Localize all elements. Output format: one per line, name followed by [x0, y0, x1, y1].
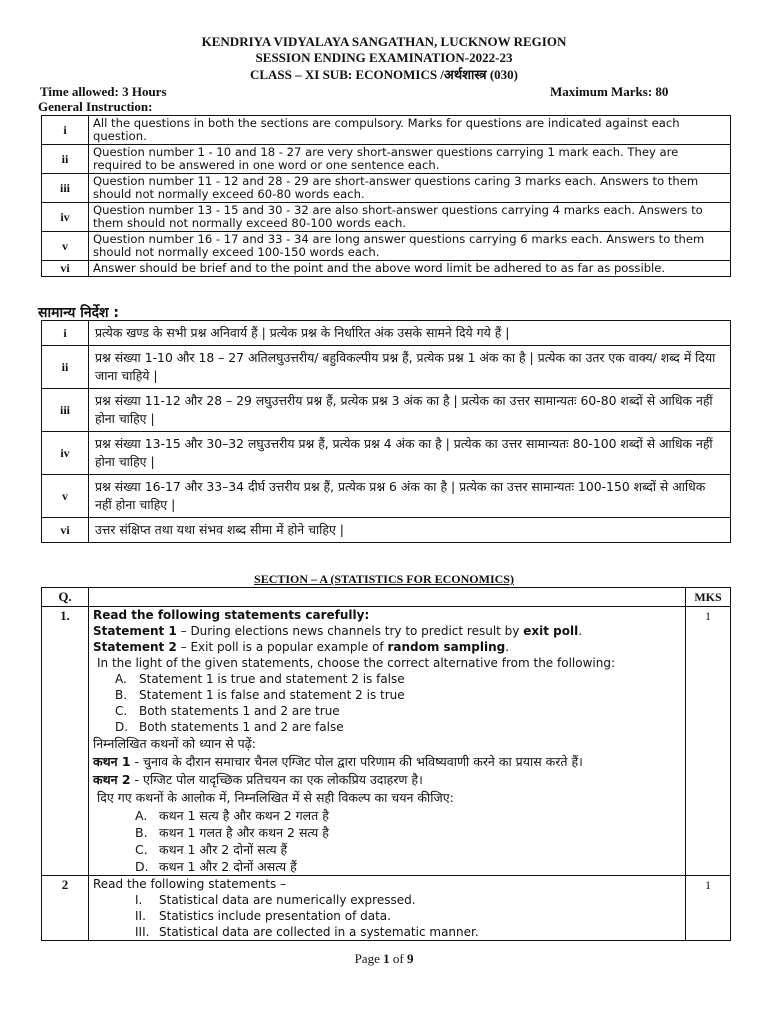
- statement-2: [93, 639, 681, 655]
- question-marks: 1: [686, 876, 731, 941]
- instruction-number: v: [42, 475, 89, 518]
- option: [93, 703, 681, 719]
- instruction-number: iii: [42, 174, 89, 203]
- section-title: SECTION – A (STATISTICS FOR ECONOMICS): [254, 572, 514, 586]
- page-footer: [0, 951, 768, 967]
- statement-list: [93, 892, 681, 940]
- question-row-1: [42, 607, 731, 876]
- instructions-english-table: [41, 115, 731, 277]
- statement-1-bold: exit poll: [523, 624, 579, 638]
- of-word: of: [389, 951, 407, 966]
- question-body: [89, 607, 686, 876]
- hindi-statement-1-label: कथन 1: [93, 754, 131, 769]
- hindi-option-text: कथन 1 और 2 दोनों सत्य हैं: [159, 842, 288, 857]
- page-total: 9: [406, 951, 414, 966]
- statement-item: [93, 892, 681, 908]
- instruction-text: प्रश्न संख्या 1-10 और 18 – 27 अतिलघुउत्तरीय/ बहुविकल्पीय प्रश्न हैं, प्रत्येक प्रश्न 1 अंक का है | प्रत्येक का उतर एक वाक्य/ शब्द में दिया जाना चाहिये |: [89, 346, 731, 389]
- questions-header-row: [42, 588, 731, 607]
- question-marks: 1: [686, 607, 731, 876]
- hindi-option-label: D.: [135, 859, 149, 874]
- instruction-row-english: [42, 145, 731, 174]
- hindi-option-text: कथन 1 गलत है और कथन 2 सत्य है: [159, 825, 329, 840]
- hindi-option-text: कथन 1 सत्य है और कथन 2 गलत है: [159, 808, 329, 823]
- instruction-number: vi: [42, 261, 89, 277]
- statement-2-bold: random sampling: [387, 640, 506, 654]
- statement-item-text: Statistical data are numerically expressed.: [159, 893, 416, 907]
- marks-header: MKS: [686, 588, 731, 607]
- hindi-option-text: कथन 1 और 2 दोनों असत्य हैं: [159, 859, 297, 874]
- instruction-text: प्रश्न संख्या 13-15 और 30–32 लघुउत्तरीय प्रश्न हैं, प्रत्येक प्रश्न 4 अंक का है | प्रत्येक का उत्तर सामान्यतः 80-100 शब्दों से आधिक नहीं होना चाहिए |: [89, 432, 731, 475]
- instructions-hindi-heading: सामान्य निर्देश :: [38, 305, 120, 321]
- instructions-hindi-table: [41, 320, 731, 543]
- instruction-row-english: [42, 116, 731, 145]
- options-english: [93, 671, 681, 735]
- instruction-row-hindi: [42, 346, 731, 389]
- instruction-row-english: [42, 232, 731, 261]
- question-prompt: In the light of the given statements, choose the correct alternative from the following:: [97, 656, 615, 670]
- hindi-statement-1: [93, 753, 681, 771]
- statement-2-text: – Exit poll is a popular example of: [176, 640, 388, 654]
- hindi-option: [93, 824, 681, 841]
- hindi-option-label: A.: [135, 808, 148, 823]
- hindi-option: [93, 807, 681, 824]
- hindi-statement-2-label: कथन 2: [93, 772, 131, 787]
- statement-1-label: Statement 1: [93, 624, 177, 638]
- instruction-row-hindi: [42, 475, 731, 518]
- page-number: 1: [383, 951, 390, 966]
- instruction-text: प्रत्येक खण्ड के सभी प्रश्न अनिवार्य हैं | प्रत्येक प्रश्न के निर्धारित अंक उसके सामने दिये गये हैं |: [89, 321, 731, 346]
- instruction-text: All the questions in both the sections are compulsory. Marks for questions are indicated against each question.: [89, 116, 731, 145]
- instruction-number: iv: [42, 432, 89, 475]
- instruction-row-english: [42, 261, 731, 277]
- question-intro: Read the following statements –: [93, 877, 287, 891]
- statement-item-text: Statistical data are collected in a systematic manner.: [159, 925, 479, 939]
- instruction-number: i: [42, 321, 89, 346]
- statement-2-end: .: [505, 640, 510, 654]
- maximum-marks: Maximum Marks: 80: [550, 84, 669, 99]
- question-number: 2: [42, 876, 89, 941]
- class-subject: CLASS – XI SUB: ECONOMICS /अर्थशास्त्र (030): [249, 67, 519, 82]
- question-number: 1.: [42, 607, 89, 876]
- instruction-row-english: [42, 174, 731, 203]
- instruction-row-hindi: [42, 321, 731, 346]
- option: [93, 687, 681, 703]
- question-body: [89, 876, 686, 941]
- option-label: B.: [115, 688, 128, 702]
- instruction-text: उत्तर संक्षिप्त तथा यथा संभव शब्द सीमा में होने चाहिए |: [89, 518, 731, 543]
- instruction-text: प्रश्न संख्या 11-12 और 28 – 29 लघुउत्तरीय प्रश्न हैं, प्रत्येक प्रश्न 3 अंक का है | प्रत्येक का उत्तर सामान्यतः 60-80 शब्दों से आधिक नहीं होना चाहिए |: [89, 389, 731, 432]
- instruction-number: ii: [42, 346, 89, 389]
- question-number-header: Q.: [42, 588, 89, 607]
- hindi-option-label: B.: [135, 825, 148, 840]
- school-title: KENDRIYA VIDYALAYA SANGATHAN, LUCKNOW REGION: [201, 34, 567, 49]
- hindi-intro: निम्नलिखित कथनों को ध्यान से पढ़ें:: [93, 736, 257, 751]
- instruction-text: Question number 11 - 12 and 28 - 29 are short-answer questions caring 3 marks each. Answers to them should not normally exceed 60-80 words each.: [89, 174, 731, 203]
- instruction-number: i: [42, 116, 89, 145]
- statement-item-label: III.: [135, 925, 150, 939]
- options-hindi: [93, 807, 681, 875]
- statement-item-label: II.: [135, 909, 146, 923]
- instruction-row-english: [42, 203, 731, 232]
- page-word: Page: [354, 951, 384, 966]
- option-label: A.: [115, 672, 127, 686]
- hindi-option: [93, 858, 681, 875]
- hindi-option-label: C.: [135, 842, 148, 857]
- option-text: Statement 1 is false and statement 2 is true: [139, 688, 405, 702]
- statement-item-text: Statistics include presentation of data.: [159, 909, 391, 923]
- hindi-statement-1-text: - चुनाव के दौरान समाचार चैनल एग्जिट पोल द्वारा परिणाम की भविष्यवाणी करने का प्रयास करते हैं।: [130, 754, 583, 769]
- instruction-number: vi: [42, 518, 89, 543]
- instruction-row-hindi: [42, 432, 731, 475]
- hindi-statement-2-text: - एग्जिट पोल यादृच्छिक प्रतिचयन का एक लोकप्रिय उदाहरण है।: [130, 772, 423, 787]
- questions-table: [41, 587, 731, 941]
- question-body-header: [89, 588, 686, 607]
- option: [93, 671, 681, 687]
- question-intro: Read the following statements carefully:: [93, 608, 370, 622]
- statement-2-label: Statement 2: [93, 640, 177, 654]
- option-text: Statement 1 is true and statement 2 is false: [139, 672, 405, 686]
- instruction-text: प्रश्न संख्या 16-17 और 33–34 दीर्घ उत्तरीय प्रश्न हैं, प्रत्येक प्रश्न 6 अंक का है | प्रत्येक का उत्तर सामान्यतः 100-150 शब्दों से आधिक नहीं होना चाहिए |: [89, 475, 731, 518]
- instruction-number: ii: [42, 145, 89, 174]
- statement-1-end: .: [578, 624, 583, 638]
- statement-item: [93, 924, 681, 940]
- instruction-text: Answer should be brief and to the point and the above word limit be adhered to as far as possible.: [89, 261, 731, 277]
- instruction-row-hindi: [42, 389, 731, 432]
- statement-1: [93, 623, 681, 639]
- instruction-row-hindi: [42, 518, 731, 543]
- instruction-number: iii: [42, 389, 89, 432]
- instruction-text: Question number 16 - 17 and 33 - 34 are long answer questions carrying 6 marks each. Answers to them should not normally exceed 100-150 words each.: [89, 232, 731, 261]
- instruction-text: Question number 13 - 15 and 30 - 32 are also short-answer questions carrying 4 marks each. Answers to them should not normally exceed 80-100 words each.: [89, 203, 731, 232]
- statement-item-label: I.: [135, 893, 143, 907]
- hindi-option: [93, 841, 681, 858]
- question-row-2: [42, 876, 731, 941]
- option-label: D.: [115, 720, 129, 734]
- time-allowed: Time allowed: 3 Hours: [40, 84, 167, 99]
- hindi-statement-2: [93, 771, 681, 789]
- general-instruction-heading: General Instruction:: [38, 99, 153, 114]
- exam-title: SESSION ENDING EXAMINATION-2022-23: [255, 50, 513, 65]
- option-text: Both statements 1 and 2 are true: [139, 704, 340, 718]
- instruction-text: Question number 1 - 10 and 18 - 27 are very short-answer questions carrying 1 mark each. They are required to be answered in one word or one sentence each.: [89, 145, 731, 174]
- instruction-number: v: [42, 232, 89, 261]
- option-text: Both statements 1 and 2 are false: [139, 720, 344, 734]
- instruction-number: iv: [42, 203, 89, 232]
- hindi-prompt: दिए गए कथनों के आलोक में, निम्नलिखित में से सही विकल्प का चयन कीजिए:: [97, 790, 454, 805]
- option: [93, 719, 681, 735]
- statement-1-text: – During elections news channels try to predict result by: [176, 624, 524, 638]
- option-label: C.: [115, 704, 128, 718]
- statement-item: [93, 908, 681, 924]
